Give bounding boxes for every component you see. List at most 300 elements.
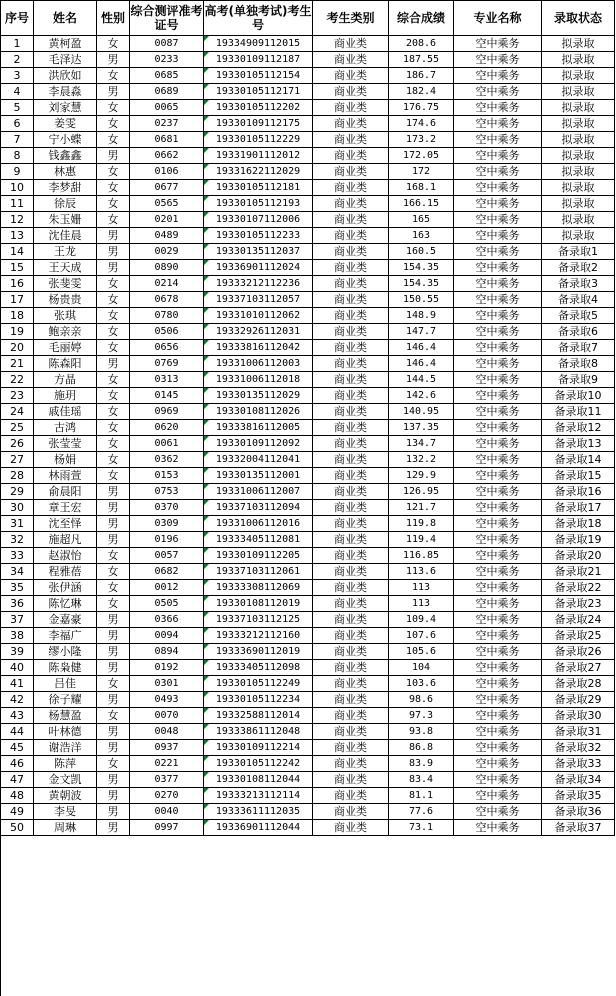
cell-score: 146.4 xyxy=(389,356,454,372)
cell-score: 172 xyxy=(389,164,454,180)
cell-eval-ticket: 0196 xyxy=(130,532,204,548)
cell-score: 121.7 xyxy=(389,500,454,516)
cell-eval-ticket: 0682 xyxy=(130,564,204,580)
cell-exam-number: 19330109112187 xyxy=(204,52,313,68)
cell-status: 备录取9 xyxy=(542,372,615,388)
table-row xyxy=(1,516,615,532)
cell-gender: 女 xyxy=(97,436,130,452)
table-row xyxy=(1,772,615,788)
cell-eval-ticket: 0233 xyxy=(130,52,204,68)
cell-category: 商业类 xyxy=(313,804,389,820)
cell-index: 31 xyxy=(1,516,34,532)
col-header-status: 录取状态 xyxy=(542,1,615,36)
cell-score: 146.4 xyxy=(389,340,454,356)
cell-gender: 男 xyxy=(97,660,130,676)
cell-major: 空中乘务 xyxy=(454,532,542,548)
cell-status: 备录取14 xyxy=(542,452,615,468)
cell-status: 备录取32 xyxy=(542,740,615,756)
cell-eval-ticket: 0890 xyxy=(130,260,204,276)
cell-major: 空中乘务 xyxy=(454,132,542,148)
cell-name: 李旻 xyxy=(34,804,97,820)
cell-score: 81.1 xyxy=(389,788,454,804)
cell-index: 44 xyxy=(1,724,34,740)
cell-name: 戚佳瑶 xyxy=(34,404,97,420)
cell-gender: 女 xyxy=(97,388,130,404)
cell-major: 空中乘务 xyxy=(454,692,542,708)
cell-index: 11 xyxy=(1,196,34,212)
cell-gender: 男 xyxy=(97,148,130,164)
cell-category: 商业类 xyxy=(313,116,389,132)
table-row xyxy=(1,468,615,484)
cell-score: 86.8 xyxy=(389,740,454,756)
cell-gender: 女 xyxy=(97,100,130,116)
cell-gender: 男 xyxy=(97,724,130,740)
cell-category: 商业类 xyxy=(313,692,389,708)
cell-index: 24 xyxy=(1,404,34,420)
cell-index: 36 xyxy=(1,596,34,612)
cell-eval-ticket: 0620 xyxy=(130,420,204,436)
cell-score: 129.9 xyxy=(389,468,454,484)
cell-gender: 女 xyxy=(97,580,130,596)
cell-index: 48 xyxy=(1,788,34,804)
cell-gender: 男 xyxy=(97,52,130,68)
table-row xyxy=(1,132,615,148)
cell-name: 刘家慧 xyxy=(34,100,97,116)
cell-score: 93.8 xyxy=(389,724,454,740)
cell-gender: 男 xyxy=(97,356,130,372)
cell-eval-ticket: 0769 xyxy=(130,356,204,372)
cell-eval-ticket: 0662 xyxy=(130,148,204,164)
cell-index: 15 xyxy=(1,260,34,276)
col-header-major: 专业名称 xyxy=(454,1,542,36)
cell-eval-ticket: 0681 xyxy=(130,132,204,148)
cell-exam-number: 19333611112035 xyxy=(204,804,313,820)
cell-status: 备录取8 xyxy=(542,356,615,372)
cell-name: 王龙 xyxy=(34,244,97,260)
cell-index: 30 xyxy=(1,500,34,516)
cell-major: 空中乘务 xyxy=(454,468,542,484)
cell-status: 备录取18 xyxy=(542,516,615,532)
cell-status: 备录取19 xyxy=(542,532,615,548)
cell-score: 176.75 xyxy=(389,100,454,116)
cell-score: 126.95 xyxy=(389,484,454,500)
cell-exam-number: 19331622112029 xyxy=(204,164,313,180)
cell-eval-ticket: 0656 xyxy=(130,340,204,356)
cell-status: 备录取20 xyxy=(542,548,615,564)
cell-score: 154.35 xyxy=(389,276,454,292)
cell-major: 空中乘务 xyxy=(454,404,542,420)
cell-category: 商业类 xyxy=(313,132,389,148)
cell-category: 商业类 xyxy=(313,420,389,436)
cell-score: 103.6 xyxy=(389,676,454,692)
cell-gender: 女 xyxy=(97,164,130,180)
table-row xyxy=(1,820,615,836)
cell-major: 空中乘务 xyxy=(454,36,542,52)
cell-gender: 男 xyxy=(97,516,130,532)
table-row xyxy=(1,84,615,100)
cell-major: 空中乘务 xyxy=(454,516,542,532)
cell-exam-number: 19330135112029 xyxy=(204,388,313,404)
cell-score: 166.15 xyxy=(389,196,454,212)
cell-status: 备录取2 xyxy=(542,260,615,276)
cell-name: 缪小隆 xyxy=(34,644,97,660)
cell-category: 商业类 xyxy=(313,308,389,324)
cell-status: 备录取12 xyxy=(542,420,615,436)
table-row xyxy=(1,548,615,564)
cell-status: 拟录取 xyxy=(542,164,615,180)
table-row xyxy=(1,596,615,612)
cell-major: 空中乘务 xyxy=(454,148,542,164)
cell-major: 空中乘务 xyxy=(454,180,542,196)
cell-status: 备录取1 xyxy=(542,244,615,260)
cell-eval-ticket: 0237 xyxy=(130,116,204,132)
cell-category: 商业类 xyxy=(313,436,389,452)
cell-index: 8 xyxy=(1,148,34,164)
cell-name: 毛丽婷 xyxy=(34,340,97,356)
cell-gender: 男 xyxy=(97,612,130,628)
cell-index: 16 xyxy=(1,276,34,292)
cell-major: 空中乘务 xyxy=(454,84,542,100)
cell-major: 空中乘务 xyxy=(454,660,542,676)
cell-index: 33 xyxy=(1,548,34,564)
cell-status: 拟录取 xyxy=(542,212,615,228)
cell-category: 商业类 xyxy=(313,196,389,212)
cell-gender: 女 xyxy=(97,308,130,324)
cell-score: 73.1 xyxy=(389,820,454,836)
cell-category: 商业类 xyxy=(313,404,389,420)
cell-exam-number: 19330109112175 xyxy=(204,116,313,132)
cell-major: 空中乘务 xyxy=(454,276,542,292)
cell-gender: 男 xyxy=(97,772,130,788)
cell-status: 备录取23 xyxy=(542,596,615,612)
cell-status: 备录取11 xyxy=(542,404,615,420)
cell-eval-ticket: 0087 xyxy=(130,36,204,52)
cell-name: 赵淑怡 xyxy=(34,548,97,564)
cell-status: 备录取31 xyxy=(542,724,615,740)
cell-eval-ticket: 0309 xyxy=(130,516,204,532)
cell-eval-ticket: 0061 xyxy=(130,436,204,452)
cell-name: 林雨萱 xyxy=(34,468,97,484)
cell-gender: 男 xyxy=(97,500,130,516)
cell-status: 拟录取 xyxy=(542,148,615,164)
cell-major: 空中乘务 xyxy=(454,820,542,836)
cell-status: 备录取26 xyxy=(542,644,615,660)
cell-eval-ticket: 0106 xyxy=(130,164,204,180)
cell-name: 黄朝波 xyxy=(34,788,97,804)
cell-index: 40 xyxy=(1,660,34,676)
cell-status: 备录取5 xyxy=(542,308,615,324)
cell-index: 20 xyxy=(1,340,34,356)
cell-gender: 女 xyxy=(97,756,130,772)
cell-name: 钱鑫鑫 xyxy=(34,148,97,164)
cell-category: 商业类 xyxy=(313,356,389,372)
table-row xyxy=(1,36,615,52)
table-row xyxy=(1,740,615,756)
cell-name: 王天成 xyxy=(34,260,97,276)
cell-major: 空中乘务 xyxy=(454,756,542,772)
cell-exam-number: 19330108112019 xyxy=(204,596,313,612)
cell-status: 备录取16 xyxy=(542,484,615,500)
cell-gender: 女 xyxy=(97,116,130,132)
cell-name: 程雅蓓 xyxy=(34,564,97,580)
cell-eval-ticket: 0065 xyxy=(130,100,204,116)
cell-eval-ticket: 0366 xyxy=(130,612,204,628)
table-row xyxy=(1,724,615,740)
cell-exam-number: 19330105112181 xyxy=(204,180,313,196)
cell-status: 拟录取 xyxy=(542,68,615,84)
cell-name: 俞晨阳 xyxy=(34,484,97,500)
cell-status: 备录取15 xyxy=(542,468,615,484)
col-header-name: 姓名 xyxy=(34,1,97,36)
cell-gender: 男 xyxy=(97,484,130,500)
cell-name: 毛泽达 xyxy=(34,52,97,68)
cell-gender: 男 xyxy=(97,788,130,804)
cell-eval-ticket: 0040 xyxy=(130,804,204,820)
cell-major: 空中乘务 xyxy=(454,68,542,84)
cell-index: 1 xyxy=(1,36,34,52)
cell-major: 空中乘务 xyxy=(454,612,542,628)
cell-name: 沈至怿 xyxy=(34,516,97,532)
cell-gender: 男 xyxy=(97,84,130,100)
col-header-index: 序号 xyxy=(1,1,34,36)
cell-category: 商业类 xyxy=(313,612,389,628)
cell-status: 拟录取 xyxy=(542,228,615,244)
cell-score: 182.4 xyxy=(389,84,454,100)
cell-score: 119.8 xyxy=(389,516,454,532)
cell-gender: 男 xyxy=(97,820,130,836)
cell-eval-ticket: 0214 xyxy=(130,276,204,292)
cell-exam-number: 19330108112044 xyxy=(204,772,313,788)
cell-eval-ticket: 0313 xyxy=(130,372,204,388)
cell-index: 23 xyxy=(1,388,34,404)
cell-eval-ticket: 0377 xyxy=(130,772,204,788)
cell-score: 137.35 xyxy=(389,420,454,436)
cell-gender: 女 xyxy=(97,404,130,420)
cell-status: 拟录取 xyxy=(542,36,615,52)
cell-category: 商业类 xyxy=(313,772,389,788)
table-row xyxy=(1,484,615,500)
cell-category: 商业类 xyxy=(313,260,389,276)
cell-name: 陈森阳 xyxy=(34,356,97,372)
cell-gender: 女 xyxy=(97,132,130,148)
cell-major: 空中乘务 xyxy=(454,564,542,580)
cell-index: 27 xyxy=(1,452,34,468)
cell-exam-number: 19332004112041 xyxy=(204,452,313,468)
cell-category: 商业类 xyxy=(313,708,389,724)
cell-gender: 男 xyxy=(97,260,130,276)
table-row xyxy=(1,212,615,228)
table-row xyxy=(1,68,615,84)
cell-eval-ticket: 0221 xyxy=(130,756,204,772)
cell-gender: 男 xyxy=(97,532,130,548)
cell-exam-number: 19330109112214 xyxy=(204,740,313,756)
cell-category: 商业类 xyxy=(313,660,389,676)
cell-eval-ticket: 0057 xyxy=(130,548,204,564)
cell-index: 9 xyxy=(1,164,34,180)
cell-score: 154.35 xyxy=(389,260,454,276)
cell-exam-number: 19330105112234 xyxy=(204,692,313,708)
cell-category: 商业类 xyxy=(313,452,389,468)
table-row xyxy=(1,564,615,580)
cell-name: 李梦甜 xyxy=(34,180,97,196)
cell-exam-number: 19333308112069 xyxy=(204,580,313,596)
cell-score: 113 xyxy=(389,580,454,596)
cell-status: 备录取17 xyxy=(542,500,615,516)
cell-category: 商业类 xyxy=(313,276,389,292)
cell-exam-number: 19337103112094 xyxy=(204,500,313,516)
cell-eval-ticket: 0362 xyxy=(130,452,204,468)
cell-category: 商业类 xyxy=(313,244,389,260)
table-row xyxy=(1,372,615,388)
cell-exam-number: 19333861112048 xyxy=(204,724,313,740)
cell-name: 李晨淼 xyxy=(34,84,97,100)
table-row xyxy=(1,148,615,164)
cell-category: 商业类 xyxy=(313,388,389,404)
cell-name: 黄柯盈 xyxy=(34,36,97,52)
cell-score: 172.05 xyxy=(389,148,454,164)
cell-category: 商业类 xyxy=(313,164,389,180)
cell-major: 空中乘务 xyxy=(454,196,542,212)
cell-eval-ticket: 0153 xyxy=(130,468,204,484)
cell-major: 空中乘务 xyxy=(454,100,542,116)
cell-category: 商业类 xyxy=(313,84,389,100)
cell-index: 28 xyxy=(1,468,34,484)
cell-eval-ticket: 0505 xyxy=(130,596,204,612)
cell-exam-number: 19336901112024 xyxy=(204,260,313,276)
cell-score: 187.55 xyxy=(389,52,454,68)
cell-major: 空中乘务 xyxy=(454,740,542,756)
table-row xyxy=(1,228,615,244)
cell-exam-number: 19330107112006 xyxy=(204,212,313,228)
cell-index: 34 xyxy=(1,564,34,580)
cell-gender: 女 xyxy=(97,196,130,212)
table-row xyxy=(1,708,615,724)
cell-major: 空中乘务 xyxy=(454,644,542,660)
cell-index: 38 xyxy=(1,628,34,644)
cell-score: 147.7 xyxy=(389,324,454,340)
cell-major: 空中乘务 xyxy=(454,356,542,372)
cell-gender: 男 xyxy=(97,244,130,260)
cell-name: 洪欣如 xyxy=(34,68,97,84)
cell-eval-ticket: 0997 xyxy=(130,820,204,836)
cell-major: 空中乘务 xyxy=(454,308,542,324)
cell-index: 45 xyxy=(1,740,34,756)
cell-name: 林惠 xyxy=(34,164,97,180)
cell-gender: 女 xyxy=(97,452,130,468)
cell-exam-number: 19330109112205 xyxy=(204,548,313,564)
col-header-gender: 性别 xyxy=(97,1,130,36)
cell-major: 空中乘务 xyxy=(454,628,542,644)
cell-status: 备录取29 xyxy=(542,692,615,708)
cell-eval-ticket: 0780 xyxy=(130,308,204,324)
cell-category: 商业类 xyxy=(313,148,389,164)
cell-exam-number: 19330105112202 xyxy=(204,100,313,116)
table-row xyxy=(1,308,615,324)
table-row xyxy=(1,164,615,180)
cell-status: 备录取7 xyxy=(542,340,615,356)
cell-eval-ticket: 0192 xyxy=(130,660,204,676)
cell-exam-number: 19330105112171 xyxy=(204,84,313,100)
cell-major: 空中乘务 xyxy=(454,164,542,180)
cell-name: 李福广 xyxy=(34,628,97,644)
cell-index: 7 xyxy=(1,132,34,148)
cell-category: 商业类 xyxy=(313,580,389,596)
cell-exam-number: 19333690112019 xyxy=(204,644,313,660)
cell-exam-number: 19333213112114 xyxy=(204,788,313,804)
cell-category: 商业类 xyxy=(313,68,389,84)
cell-exam-number: 19333212112160 xyxy=(204,628,313,644)
cell-index: 39 xyxy=(1,644,34,660)
cell-gender: 女 xyxy=(97,372,130,388)
cell-score: 173.2 xyxy=(389,132,454,148)
cell-status: 拟录取 xyxy=(542,100,615,116)
cell-exam-number: 19333405112081 xyxy=(204,532,313,548)
table-row xyxy=(1,788,615,804)
cell-gender: 男 xyxy=(97,628,130,644)
cell-exam-number: 19330105112154 xyxy=(204,68,313,84)
cell-category: 商业类 xyxy=(313,180,389,196)
table-row xyxy=(1,356,615,372)
cell-category: 商业类 xyxy=(313,372,389,388)
cell-score: 140.95 xyxy=(389,404,454,420)
cell-eval-ticket: 0145 xyxy=(130,388,204,404)
cell-exam-number: 19330135112037 xyxy=(204,244,313,260)
cell-major: 空中乘务 xyxy=(454,388,542,404)
table-row xyxy=(1,388,615,404)
sheet-edge-line xyxy=(0,832,1,996)
cell-index: 25 xyxy=(1,420,34,436)
cell-category: 商业类 xyxy=(313,820,389,836)
cell-category: 商业类 xyxy=(313,532,389,548)
cell-score: 97.3 xyxy=(389,708,454,724)
cell-eval-ticket: 0685 xyxy=(130,68,204,84)
cell-score: 98.6 xyxy=(389,692,454,708)
cell-gender: 女 xyxy=(97,276,130,292)
cell-status: 备录取21 xyxy=(542,564,615,580)
cell-index: 6 xyxy=(1,116,34,132)
cell-status: 拟录取 xyxy=(542,116,615,132)
cell-major: 空中乘务 xyxy=(454,292,542,308)
cell-eval-ticket: 0565 xyxy=(130,196,204,212)
table-row xyxy=(1,532,615,548)
cell-gender: 男 xyxy=(97,740,130,756)
col-header-category: 考生类别 xyxy=(313,1,389,36)
cell-gender: 女 xyxy=(97,68,130,84)
table-row xyxy=(1,628,615,644)
cell-score: 109.4 xyxy=(389,612,454,628)
cell-index: 49 xyxy=(1,804,34,820)
cell-gender: 女 xyxy=(97,468,130,484)
cell-category: 商业类 xyxy=(313,484,389,500)
cell-name: 张斐雯 xyxy=(34,276,97,292)
cell-index: 29 xyxy=(1,484,34,500)
cell-eval-ticket: 0201 xyxy=(130,212,204,228)
cell-category: 商业类 xyxy=(313,516,389,532)
table-row xyxy=(1,676,615,692)
cell-score: 144.5 xyxy=(389,372,454,388)
table-row xyxy=(1,116,615,132)
cell-index: 22 xyxy=(1,372,34,388)
cell-exam-number: 19334909112015 xyxy=(204,36,313,52)
cell-score: 186.7 xyxy=(389,68,454,84)
table-row xyxy=(1,324,615,340)
cell-status: 备录取34 xyxy=(542,772,615,788)
cell-exam-number: 19332926112031 xyxy=(204,324,313,340)
cell-status: 备录取28 xyxy=(542,676,615,692)
cell-category: 商业类 xyxy=(313,788,389,804)
cell-score: 148.9 xyxy=(389,308,454,324)
cell-exam-number: 19330135112001 xyxy=(204,468,313,484)
